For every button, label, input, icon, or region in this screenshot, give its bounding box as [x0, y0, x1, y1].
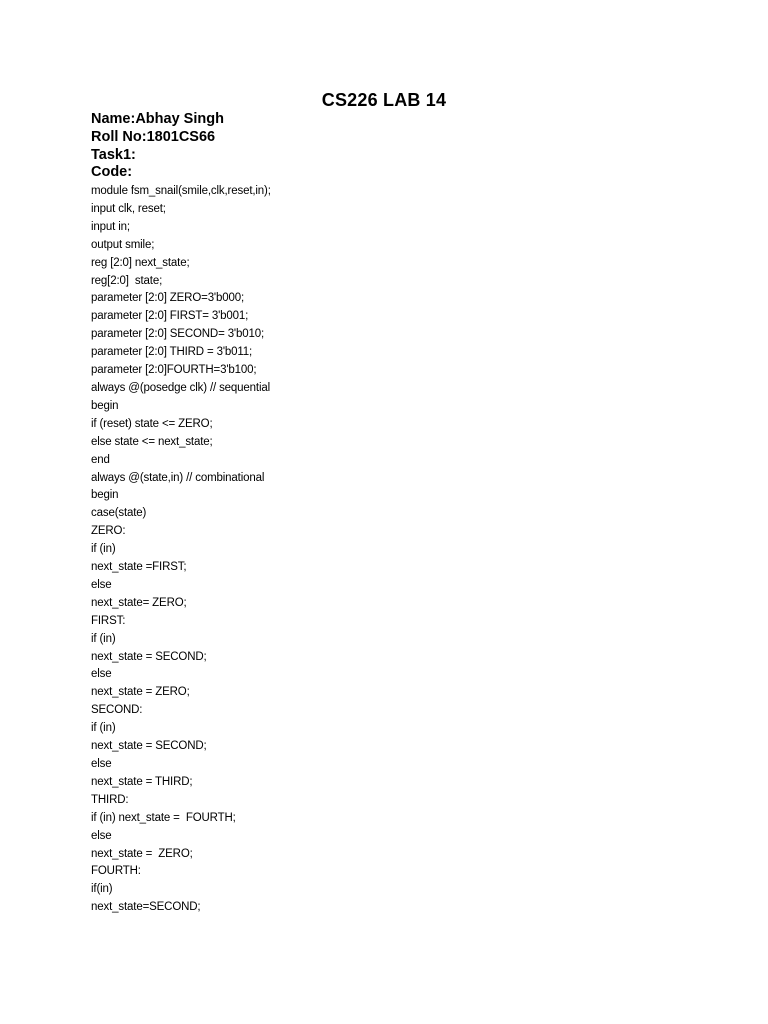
code-line: next_state = THIRD; — [91, 775, 193, 788]
code-block — [91, 183, 271, 917]
code-line: if (reset) state <= ZERO; — [91, 417, 213, 430]
code-line: parameter [2:0] SECOND= 3'b010; — [91, 328, 265, 341]
code-line: if(in) — [91, 883, 113, 896]
code-line: next_state =FIRST; — [91, 561, 187, 574]
code-line: else — [91, 668, 112, 681]
code-line: FIRST: — [91, 614, 126, 627]
code-line: else state <= next_state; — [91, 435, 213, 448]
code-line: next_state = SECOND; — [91, 740, 207, 753]
code-line: case(state) — [91, 507, 147, 520]
code-line: if (in) next_state = FOURTH; — [91, 811, 236, 824]
code-line: module fsm_snail(smile,clk,reset,in); — [91, 185, 271, 197]
code-line: THIRD: — [91, 793, 129, 806]
code-line: always @(posedge clk) // sequential — [91, 381, 271, 394]
document-title: CS226 LAB 14 — [321, 90, 447, 110]
code-heading: Code: — [91, 164, 133, 181]
code-line: input clk, reset; — [91, 202, 166, 215]
code-line: FOURTH: — [91, 865, 141, 878]
code-line: parameter [2:0] ZERO=3'b000; — [91, 292, 245, 305]
code-line: begin — [91, 489, 119, 502]
code-line: reg[2:0] state; — [91, 274, 163, 287]
code-line: SECOND: — [91, 704, 143, 717]
code-line: ZERO: — [91, 525, 126, 538]
code-line: next_state = SECOND; — [91, 650, 207, 663]
code-line: next_state = ZERO; — [91, 686, 190, 699]
code-line: if (in) — [91, 722, 116, 735]
code-line: end — [91, 453, 110, 466]
code-line: else — [91, 578, 112, 591]
code-line: begin — [91, 399, 119, 412]
heading-block — [91, 111, 224, 182]
code-line: parameter [2:0] THIRD = 3'b011; — [91, 346, 253, 359]
code-line: always @(state,in) // combinational — [91, 471, 265, 484]
code-line: parameter [2:0]FOURTH=3'b100; — [91, 364, 257, 377]
roll-number-heading: Roll No:1801CS66 — [91, 128, 216, 145]
code-line: parameter [2:0] FIRST= 3'b001; — [91, 310, 249, 323]
code-line: if (in) — [91, 543, 116, 556]
task-heading: Task1: — [91, 146, 136, 163]
code-line: next_state = ZERO; — [91, 847, 193, 860]
code-line: else — [91, 758, 112, 770]
name-heading: Name:Abhay Singh — [91, 111, 224, 127]
code-line: output smile; — [91, 238, 155, 251]
code-line: else — [91, 829, 112, 842]
code-line: next_state= ZERO; — [91, 596, 187, 609]
code-line: next_state=SECOND; — [91, 901, 201, 914]
code-line: input in; — [91, 220, 130, 233]
code-line: reg [2:0] next_state; — [91, 256, 190, 269]
code-line: if (in) — [91, 632, 116, 645]
